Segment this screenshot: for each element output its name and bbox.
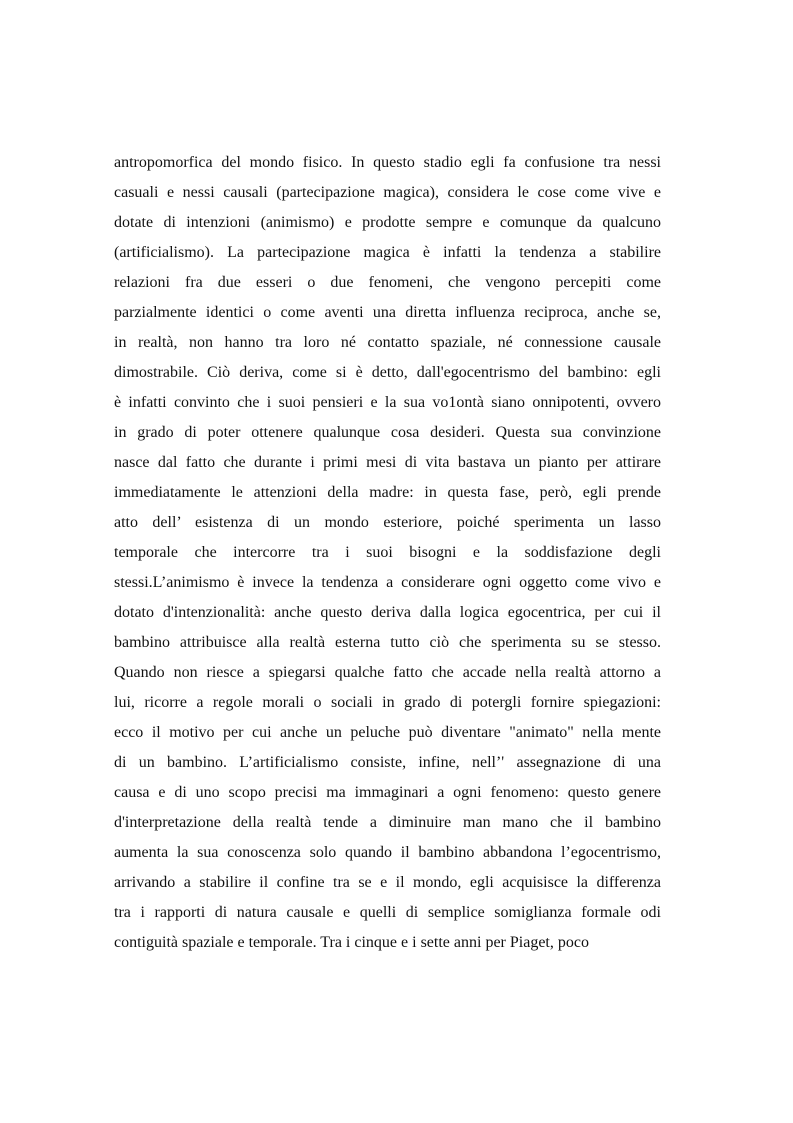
text-line: parzialmente identici o come aventi una diretta influenza reciproca, anche se, — [114, 304, 661, 321]
body-paragraph — [114, 148, 661, 958]
text-line: antropomorfica del mondo fisico. In questo stadio egli fa confusione tra nessi — [114, 154, 661, 171]
text-line: stessi.L’animismo è invece la tendenza a considerare ogni oggetto come vivo e — [114, 574, 661, 591]
text-line: aumenta la sua conoscenza solo quando il bambino abbandona l’egocentrismo, — [114, 844, 661, 861]
text-line: Quando non riesce a spiegarsi qualche fatto che accade nella realtà attorno a — [114, 664, 661, 681]
text-line: d'interpretazione della realtà tende a diminuire man mano che il bambino — [114, 814, 661, 831]
text-line: (artificialismo). La partecipazione magica è infatti la tendenza a stabilire — [114, 244, 661, 261]
text-line: causa e di uno scopo precisi ma immaginari a ogni fenomeno: questo genere — [114, 784, 661, 801]
text-line: dotate di intenzioni (animismo) e prodotte sempre e comunque da qualcuno — [114, 214, 661, 231]
text-line: ecco il motivo per cui anche un peluche può diventare "animato" nella mente — [114, 724, 661, 741]
text-line: relazioni fra due esseri o due fenomeni, che vengono percepiti come — [114, 274, 661, 291]
text-line: atto dell’ esistenza di un mondo esteriore, poiché sperimenta un lasso — [114, 514, 661, 531]
text-line: in grado di poter ottenere qualunque cosa desideri. Questa sua convinzione — [114, 424, 661, 441]
text-line: di un bambino. L’artificialismo consiste, infine, nell’' assegnazione di una — [114, 754, 661, 771]
text-line: tra i rapporti di natura causale e quelli di semplice somiglianza formale odi — [114, 904, 661, 921]
text-line: in realtà, non hanno tra loro né contatto spaziale, né connessione causale — [114, 334, 661, 351]
text-line: lui, ricorre a regole morali o sociali in grado di potergli fornire spiegazioni: — [114, 694, 661, 711]
text-line: contiguità spaziale e temporale. Tra i cinque e i sette anni per Piaget, poco — [114, 934, 589, 951]
text-line: temporale che intercorre tra i suoi bisogni e la soddisfazione degli — [114, 544, 661, 561]
text-line: nasce dal fatto che durante i primi mesi di vita bastava un pianto per attirare — [114, 454, 661, 471]
text-line: dotato d'intenzionalità: anche questo deriva dalla logica egocentrica, per cui il — [114, 604, 661, 621]
text-line: casuali e nessi causali (partecipazione magica), considera le cose come vive e — [114, 184, 661, 201]
text-line: dimostrabile. Ciò deriva, come si è detto, dall'egocentrismo del bambino: egli — [114, 364, 661, 381]
text-line: è infatti convinto che i suoi pensieri e la sua vo1ontà siano onnipotenti, ovvero — [114, 394, 661, 411]
text-line: bambino attribuisce alla realtà esterna tutto ciò che sperimenta su se stesso. — [114, 634, 661, 651]
text-line: arrivando a stabilire il confine tra se e il mondo, egli acquisisce la differenza — [114, 874, 661, 891]
text-line: immediatamente le attenzioni della madre: in questa fase, però, egli prende — [114, 484, 661, 501]
